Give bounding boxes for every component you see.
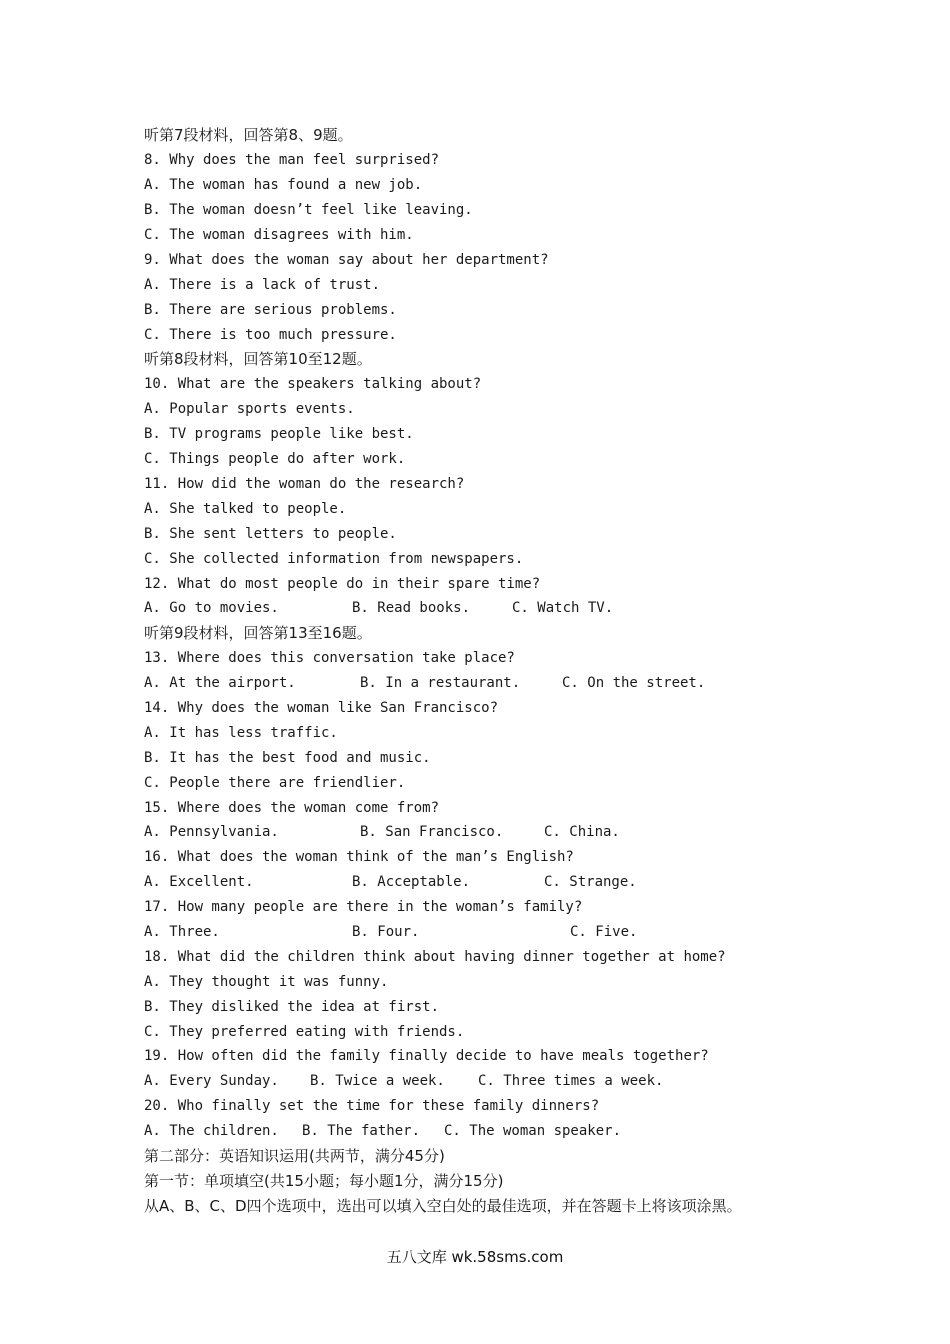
question-20: 20. Who finally set the time for these family dinners?	[144, 1098, 600, 1114]
q19-option-a: A. Every Sunday.	[144, 1073, 279, 1089]
q8-option-c: C. The woman disagrees with him.	[144, 227, 414, 243]
section-9-header: 听第9段材料，回答第13至16题。	[144, 624, 372, 642]
q13-option-c: C. On the street.	[562, 675, 706, 691]
q20-option-c: C. The woman speaker.	[444, 1123, 622, 1139]
q15-option-a: A. Pennsylvania.	[144, 824, 279, 840]
section-8-header: 听第8段材料，回答第10至12题。	[144, 350, 372, 368]
q13-options-row	[144, 671, 864, 696]
question-8: 8. Why does the man feel surprised?	[144, 152, 440, 168]
q16-option-a: A. Excellent.	[144, 874, 254, 890]
question-9: 9. What does the woman say about her department?	[144, 252, 549, 268]
q14-option-c: C. People there are friendlier.	[144, 775, 406, 791]
question-13: 13. Where does this conversation take place?	[144, 650, 515, 666]
q16-options-row	[144, 870, 864, 895]
q20-options-row	[144, 1119, 864, 1144]
q13-option-b: B. In a restaurant.	[360, 675, 521, 691]
q15-options-row	[144, 820, 864, 845]
q11-option-a: A. She talked to people.	[144, 501, 347, 517]
q20-option-b: B. The father.	[302, 1123, 421, 1139]
q12-option-c: C. Watch TV.	[512, 600, 614, 616]
q17-options-row	[144, 920, 864, 945]
q14-option-a: A. It has less traffic.	[144, 725, 338, 741]
question-19: 19. How often did the family finally decide to have meals together?	[144, 1048, 709, 1064]
q10-option-c: C. Things people do after work.	[144, 451, 406, 467]
q8-option-b: B. The woman doesn’t feel like leaving.	[144, 202, 473, 218]
q19-option-b: B. Twice a week.	[310, 1073, 445, 1089]
q15-option-c: C. China.	[544, 824, 620, 840]
question-16: 16. What does the woman think of the man’s English?	[144, 849, 574, 865]
q10-option-a: A. Popular sports events.	[144, 401, 355, 417]
question-14: 14. Why does the woman like San Francisco?	[144, 700, 499, 716]
instructions: 从A、B、C、D四个选项中，选出可以填入空白处的最佳选项，并在答题卡上将该项涂黑。	[144, 1197, 742, 1215]
q16-option-b: B. Acceptable.	[352, 874, 471, 890]
question-10: 10. What are the speakers talking about?	[144, 376, 482, 392]
question-18: 18. What did the children think about having dinner together at home?	[144, 949, 726, 965]
q10-option-b: B. TV programs people like best.	[144, 426, 414, 442]
q11-option-b: B. She sent letters to people.	[144, 526, 397, 542]
q18-option-a: A. They thought it was funny.	[144, 974, 389, 990]
part-2-title: 第二部分：英语知识运用(共两节，满分45分)	[144, 1147, 445, 1165]
q17-option-a: A. Three.	[144, 924, 220, 940]
q16-option-c: C. Strange.	[544, 874, 637, 890]
q19-option-c: C. Three times a week.	[478, 1073, 664, 1089]
q18-option-b: B. They disliked the idea at first.	[144, 999, 440, 1015]
q9-option-b: B. There are serious problems.	[144, 302, 397, 318]
question-15: 15. Where does the woman come from?	[144, 800, 440, 816]
section-7-header: 听第7段材料，回答第8、9题。	[144, 126, 353, 144]
q20-option-a: A. The children.	[144, 1123, 279, 1139]
q13-option-a: A. At the airport.	[144, 675, 296, 691]
q9-option-a: A. There is a lack of trust.	[144, 277, 381, 293]
q14-option-b: B. It has the best food and music.	[144, 750, 431, 766]
q9-option-c: C. There is too much pressure.	[144, 327, 397, 343]
q15-option-b: B. San Francisco.	[360, 824, 504, 840]
q12-option-b: B. Read books.	[352, 600, 471, 616]
q17-option-b: B. Four.	[352, 924, 420, 940]
q12-options-row	[144, 596, 864, 621]
question-11: 11. How did the woman do the research?	[144, 476, 465, 492]
footer-watermark: 五八文库 wk.58sms.com	[386, 1248, 564, 1266]
q8-option-a: A. The woman has found a new job.	[144, 177, 423, 193]
q11-option-c: C. She collected information from newspapers.	[144, 551, 524, 567]
question-12: 12. What do most people do in their spare time?	[144, 576, 541, 592]
section-1-title: 第一节：单项填空(共15小题；每小题1分，满分15分)	[144, 1172, 504, 1190]
q12-option-a: A. Go to movies.	[144, 600, 279, 616]
q19-options-row	[144, 1069, 864, 1094]
question-17: 17. How many people are there in the woman’s family?	[144, 899, 583, 915]
q18-option-c: C. They preferred eating with friends.	[144, 1024, 465, 1040]
q17-option-c: C. Five.	[570, 924, 638, 940]
